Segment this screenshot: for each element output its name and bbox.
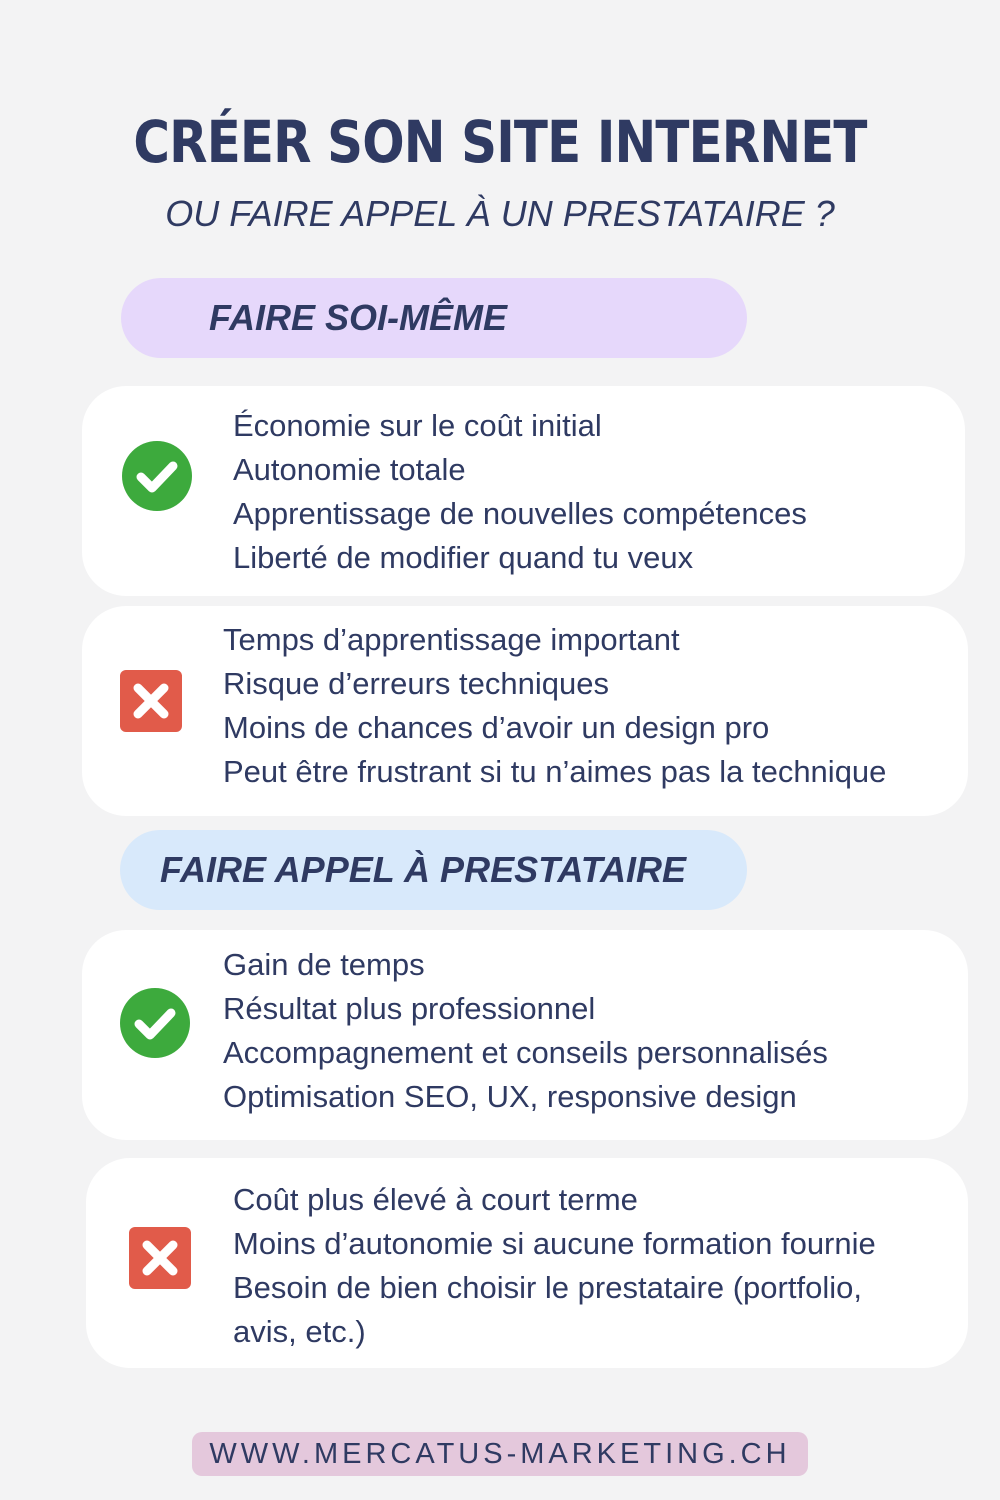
list-item: Apprentissage de nouvelles compétences [233, 496, 807, 531]
list-item: Risque d’erreurs techniques [223, 666, 609, 701]
section-pill-provider [120, 830, 747, 910]
list-item: Économie sur le coût initial [233, 408, 602, 443]
list-item: Accompagnement et conseils personnalisés [223, 1035, 828, 1070]
cross-square-icon [120, 670, 182, 732]
list-item: Moins de chances d’avoir un design pro [223, 710, 770, 745]
section-label-diy: FAIRE SOI-MÊME [209, 297, 508, 338]
cons-list-provider [233, 1178, 876, 1354]
section-label-provider: FAIRE APPEL À PRESTATAIRE [160, 849, 687, 890]
list-item: Gain de temps [223, 947, 425, 982]
list-item: Besoin de bien choisir le prestataire (portfolio, [233, 1270, 862, 1305]
pros-card-diy [82, 386, 965, 596]
list-item: Autonomie totale [233, 452, 466, 487]
website-url: WWW.MERCATUS-MARKETING.CH [192, 1432, 808, 1476]
cross-square-icon [129, 1227, 191, 1289]
list-item: avis, etc.) [233, 1314, 366, 1349]
list-item: Coût plus élevé à court terme [233, 1182, 638, 1217]
list-item: Liberté de modifier quand tu veux [233, 540, 694, 575]
list-item: Optimisation SEO, UX, responsive design [223, 1079, 797, 1114]
list-item: Résultat plus professionnel [223, 991, 596, 1026]
cons-list-diy [223, 618, 886, 794]
cons-card-provider [86, 1158, 968, 1368]
list-item: Temps d’apprentissage important [223, 622, 680, 657]
list-item: Moins d’autonomie si aucune formation fournie [233, 1226, 876, 1261]
check-circle-icon [122, 441, 192, 511]
page-title: CRÉER SON SITE INTERNET [133, 108, 867, 176]
pros-list-diy [233, 404, 807, 580]
pros-list-provider [223, 943, 828, 1119]
list-item: Peut être frustrant si tu n’aimes pas la technique [223, 754, 887, 789]
section-pill-diy [121, 278, 747, 358]
cons-card-diy [82, 606, 968, 816]
page-subtitle: OU FAIRE APPEL À UN PRESTATAIRE ? [165, 193, 835, 234]
check-circle-icon [120, 988, 190, 1058]
pros-card-provider [82, 930, 968, 1140]
